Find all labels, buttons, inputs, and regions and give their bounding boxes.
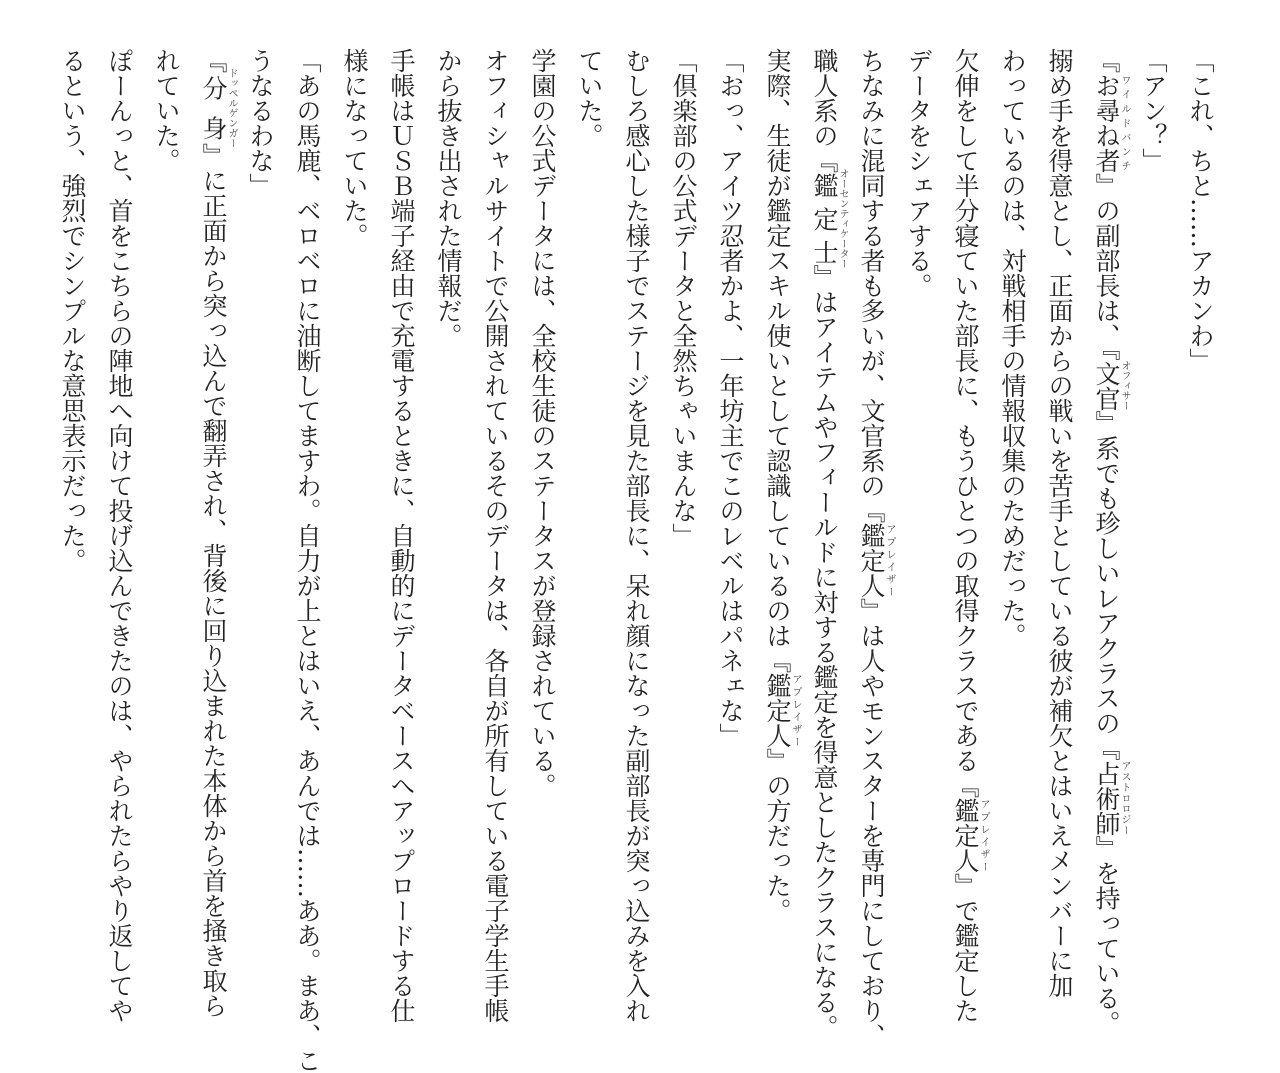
text-segment: 手帳はＵＳＢ端子経由で充電するときに、自動的にデータベースへアップロードする仕: [387, 48, 416, 1023]
ruby-word: [1092, 73, 1130, 173]
text-line: [1177, 48, 1224, 1048]
text-line: [378, 48, 425, 1048]
text-segment: 学園の公式データには、全校生徒のステータスが登録されている。: [528, 48, 557, 798]
ruby-base: 占術師: [1092, 760, 1121, 836]
ruby-word: [199, 68, 237, 148]
text-segment: 「あの馬鹿、ベロベロに油断してますわ。自力が上とはいえ、あんでは……ああ。まあ、こ: [293, 48, 322, 1073]
text-segment: 『: [199, 48, 228, 73]
text-line: [1083, 48, 1130, 1048]
ruby-base: 鑑定人: [951, 798, 980, 873]
text-segment: 職人系の『: [810, 48, 839, 173]
text-segment: 』に正面から突っ込んで翻弄され、背後に回り込まれた本体から首を掻き取ら: [199, 143, 228, 1018]
ruby-base: お尋ね者: [1092, 73, 1121, 173]
text-segment: 』はアイテムやフィールドに対する鑑定を得意としたクラスになる。: [810, 264, 839, 1040]
text-line: [1130, 48, 1177, 1048]
ruby-word: [857, 523, 895, 598]
text-segment: ちなみに混同する者も多いが、文官系の『: [857, 48, 886, 523]
ruby-reading: アストロロジー: [1119, 760, 1130, 836]
text-segment: 「おっ、アイツ忍者かよ、一年坊主でこのレベルはパネェな」: [716, 48, 745, 748]
text-line: [989, 48, 1036, 1048]
ruby-word: [951, 798, 989, 873]
text-line: [566, 48, 613, 1048]
text-segment: 』系でも珍しいレアクラスの『: [1092, 410, 1121, 761]
text-segment: 『: [1092, 48, 1121, 73]
text-line: [237, 48, 284, 1048]
text-line: [331, 48, 378, 1048]
text-line: [284, 48, 331, 1073]
text-segment: るという、強烈でシンプルな意思表示だった。: [58, 48, 87, 573]
vertical-text-page: [49, 48, 1224, 1073]
text-segment: 「これ、ちと……アカンわ」: [1186, 48, 1215, 373]
text-line: [660, 48, 707, 1048]
text-segment: データをシェアする。: [904, 48, 933, 298]
text-segment: 実際、生徒が鑑定スキル使いとして認識しているのは『: [763, 48, 792, 673]
text-line: [519, 48, 566, 1048]
text-segment: オフィシャルサイトで公開されているそのデータは、各自が所有している電子学生手帳: [481, 48, 510, 1023]
text-line: [49, 48, 96, 1048]
text-segment: 』で鑑定した: [951, 873, 980, 1023]
ruby-word: [1092, 760, 1130, 836]
ruby-word: [810, 168, 848, 269]
text-line: [425, 48, 472, 1048]
text-line: [472, 48, 519, 1048]
ruby-word: [763, 673, 801, 748]
ruby-base: 分身: [199, 68, 228, 148]
ruby-reading: アプレイザー: [978, 798, 989, 873]
ruby-reading: ドッペルゲンガー: [226, 68, 237, 148]
ruby-base: 鑑定人: [857, 523, 886, 598]
text-line: [96, 48, 143, 1048]
ruby-base: 文官: [1092, 360, 1121, 411]
text-segment: 欠伸をして半分寝ていた部長に、もうひとつの取得クラスである『: [951, 48, 980, 798]
text-segment: 』の副部長は、『: [1092, 173, 1121, 361]
text-segment: 』は人やモンスターを専門にしており、: [857, 598, 886, 1048]
text-segment: むしろ感心した様子でステージを見た部長に、呆れ顔になった副部長が突っ込みを入れ: [622, 48, 651, 1023]
text-line: [143, 48, 190, 1048]
ruby-reading: ワイルドバンチ: [1119, 73, 1130, 173]
text-line: [1036, 48, 1083, 1048]
text-segment: ぽーんっと、首をこちらの陣地へ向けて投げ込んできたのは、やられたらやり返してや: [105, 48, 134, 1023]
text-line: [190, 48, 237, 1048]
text-segment: うなるわな」: [246, 48, 275, 198]
ruby-reading: アプレイザー: [884, 523, 895, 598]
text-segment: 様になっていた。: [340, 48, 369, 248]
ruby-reading: オーセンティケーター: [837, 168, 848, 269]
ruby-base: 鑑定人: [763, 673, 792, 748]
text-line: [707, 48, 754, 1048]
text-line: [848, 48, 895, 1048]
ruby-word: [1092, 360, 1130, 411]
ruby-reading: オフィサー: [1119, 360, 1130, 411]
text-line: [801, 48, 848, 1048]
text-segment: 』の方だった。: [763, 748, 792, 923]
text-segment: 』を持っている。: [1092, 835, 1121, 1036]
text-segment: 「倶楽部の公式データと全然ちゃいまんな」: [669, 48, 698, 548]
ruby-base: 鑑定士: [810, 168, 839, 269]
text-segment: わっているのは、対戦相手の情報収集のためだった。: [998, 48, 1027, 648]
text-segment: から抜き出された情報だ。: [434, 48, 463, 348]
text-segment: 「アン？」: [1139, 48, 1168, 173]
text-line: [613, 48, 660, 1048]
text-segment: ていた。: [575, 48, 604, 148]
text-line: [895, 48, 942, 1048]
text-segment: 搦め手を得意とし、正面からの戦いを苦手としている彼が補欠とはいえメンバーに加: [1045, 48, 1074, 998]
text-segment: れていた。: [152, 48, 181, 173]
text-line: [754, 48, 801, 1048]
text-line: [942, 48, 989, 1048]
ruby-reading: アプレイザー: [790, 673, 801, 748]
